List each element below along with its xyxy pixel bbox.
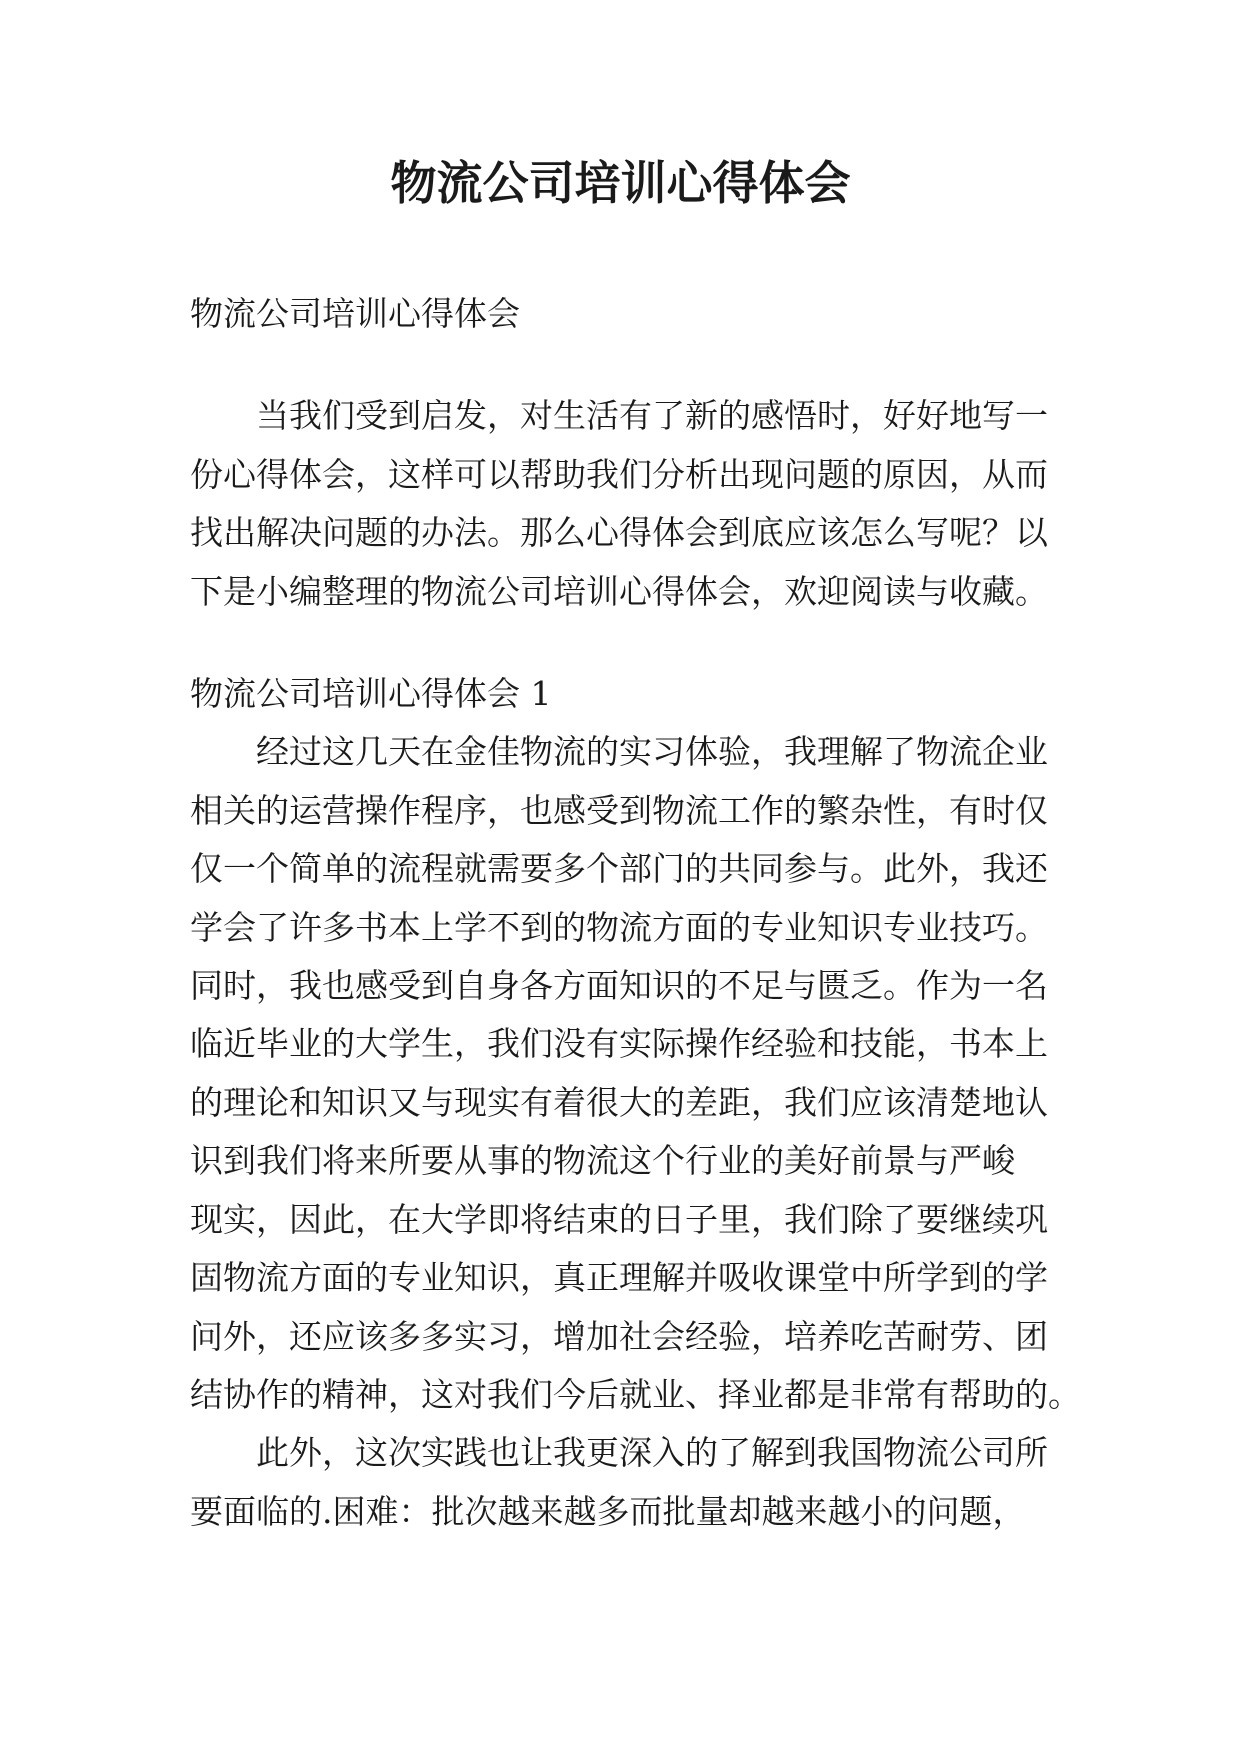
paragraph-line: 相关的运营操作程序，也感受到物流工作的繁杂性，有时仅 [190,790,1048,830]
paragraph-line: 的理论和知识又与现实有着很大的差距，我们应该清楚地认 [190,1082,1048,1122]
paragraph-line: 固物流方面的专业知识，真正理解并吸收课堂中所学到的学 [190,1258,1048,1298]
paragraph-line: 识到我们将来所要从事的物流这个行业的美好前景与严峻 [190,1141,1015,1181]
paragraph-line: 同时，我也感受到自身各方面知识的不足与匮乏。作为一名 [190,966,1048,1006]
paragraph-line: 学会了许多书本上学不到的物流方面的专业知识专业技巧。 [190,907,1048,947]
intro-line: 下是小编整理的物流公司培训心得体会，欢迎阅读与收藏。 [190,571,1048,611]
intro-line: 当我们受到启发，对生活有了新的感悟时，好好地写一 [256,396,1048,436]
paragraph-line: 问外，还应该多多实习，增加社会经验，培养吃苦耐劳、团 [190,1316,1048,1356]
paragraph-1 [190,723,1081,1424]
spacer [190,343,1070,387]
section-heading: 物流公司培训心得体会 1 [190,674,552,714]
paragraph-2 [190,1424,1070,1541]
intro-line: 找出解决问题的办法。那么心得体会到底应该怎么写呢？以 [190,513,1048,553]
document-subtitle: 物流公司培训心得体会 [190,294,520,333]
paragraph-line: 结协作的精神，这对我们今后就业、择业都是非常有帮助的。 [190,1374,1081,1414]
spacer [190,621,1070,665]
intro-paragraph [190,387,1070,621]
paragraph-line: 仅一个简单的流程就需要多个部门的共同参与。此外，我还 [190,849,1048,889]
document-title: 物流公司培训心得体会 [390,156,851,210]
intro-line: 份心得体会，这样可以帮助我们分析出现问题的原因，从而 [190,454,1048,494]
document-body [190,285,1081,1541]
paragraph-line: 现实，因此，在大学即将结束的日子里，我们除了要继续巩 [190,1199,1048,1239]
paragraph-line: 临近毕业的大学生，我们没有实际操作经验和技能，书本上 [190,1024,1048,1064]
paragraph-line: 此外，这次实践也让我更深入的了解到我国物流公司所 [256,1433,1048,1473]
paragraph-line: 经过这几天在金佳物流的实习体验，我理解了物流企业 [256,732,1048,772]
paragraph-line: 要面临的.困难：批次越来越多而批量却越来越小的问题， [190,1491,1026,1531]
